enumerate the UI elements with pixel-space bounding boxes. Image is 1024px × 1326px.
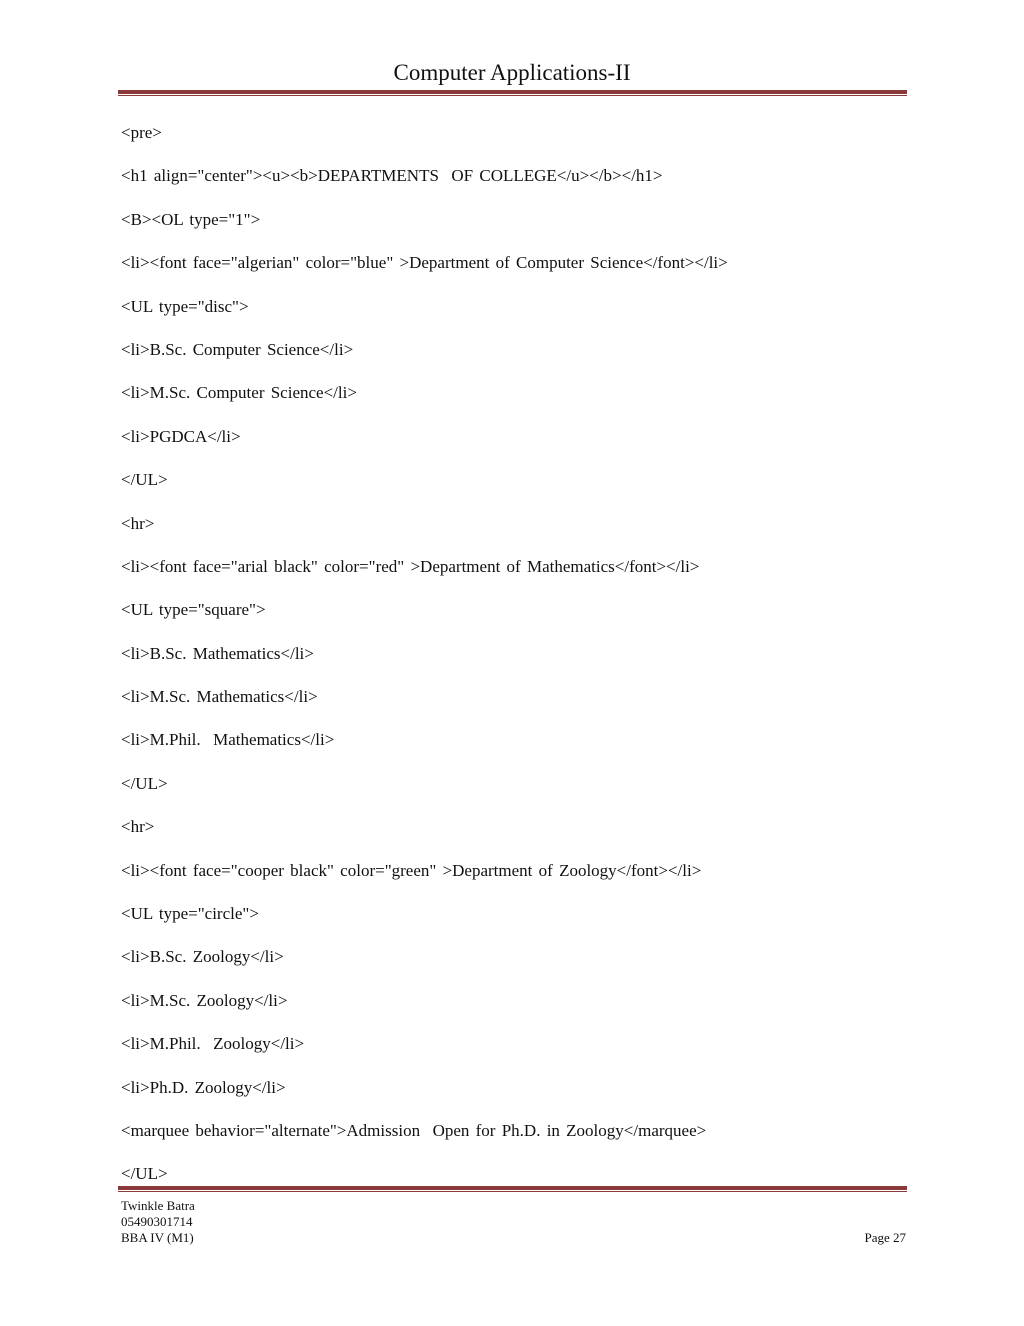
code-line: <li><font face="cooper black" color="green" >Department of Zoology</font></li> [121,860,702,880]
footer-class: BBA IV (M1) [121,1230,194,1245]
code-line: <UL type="square"> [121,600,266,620]
footer-divider [118,1186,907,1192]
footer-author-name: Twinkle Batra [121,1198,195,1213]
footer-divider-thick [118,1186,907,1190]
code-line: </UL> [121,470,168,490]
code-line: <li>B.Sc. Computer Science</li> [121,339,354,359]
code-line: </UL> [121,1164,168,1184]
code-line: <li>PGDCA</li> [121,426,241,446]
code-line: <hr> [121,513,155,533]
code-line: <li>B.Sc. Zoology</li> [121,947,284,967]
code-line: <hr> [121,817,155,837]
footer-roll-number: 05490301714 [121,1214,193,1229]
code-line: <pre> [121,123,162,142]
code-line: <li>M.Sc. Mathematics</li> [121,687,318,707]
code-line: <li>M.Phil. Mathematics</li> [121,730,335,750]
code-line: <UL type="disc"> [121,296,249,316]
code-line: <li>B.Sc. Mathematics</li> [121,643,314,663]
code-line: <UL type="circle"> [121,904,259,924]
footer-divider-thin [118,1191,907,1192]
code-line: <li>M.Sc. Computer Science</li> [121,383,357,403]
code-line: </UL> [121,773,168,793]
header-divider [118,90,907,96]
page-header-title: Computer Applications-II [393,60,631,85]
page-footer [121,1198,906,1246]
header-divider-thick [118,90,907,94]
code-line: <li>Ph.D. Zoology</li> [121,1077,286,1097]
header-divider-thin [118,95,907,96]
code-listing [121,120,911,1205]
code-line: <li><font face="arial black" color="red" >Department of Mathematics</font></li> [121,556,700,576]
code-line: <h1 align="center"><u><b>DEPARTMENTS OF COLLEGE</u></b></h1> [121,166,663,186]
code-line: <li>M.Phil. Zoology</li> [121,1034,305,1054]
footer-page-number: Page 27 [864,1230,906,1245]
code-line: <li>M.Sc. Zoology</li> [121,990,288,1010]
code-line: <li><font face="algerian" color="blue" >Department of Computer Science</font></li> [121,253,728,273]
code-line: <B><OL type="1"> [121,209,261,229]
code-line: <marquee behavior="alternate">Admission Open for Ph.D. in Zoology</marquee> [121,1120,707,1140]
